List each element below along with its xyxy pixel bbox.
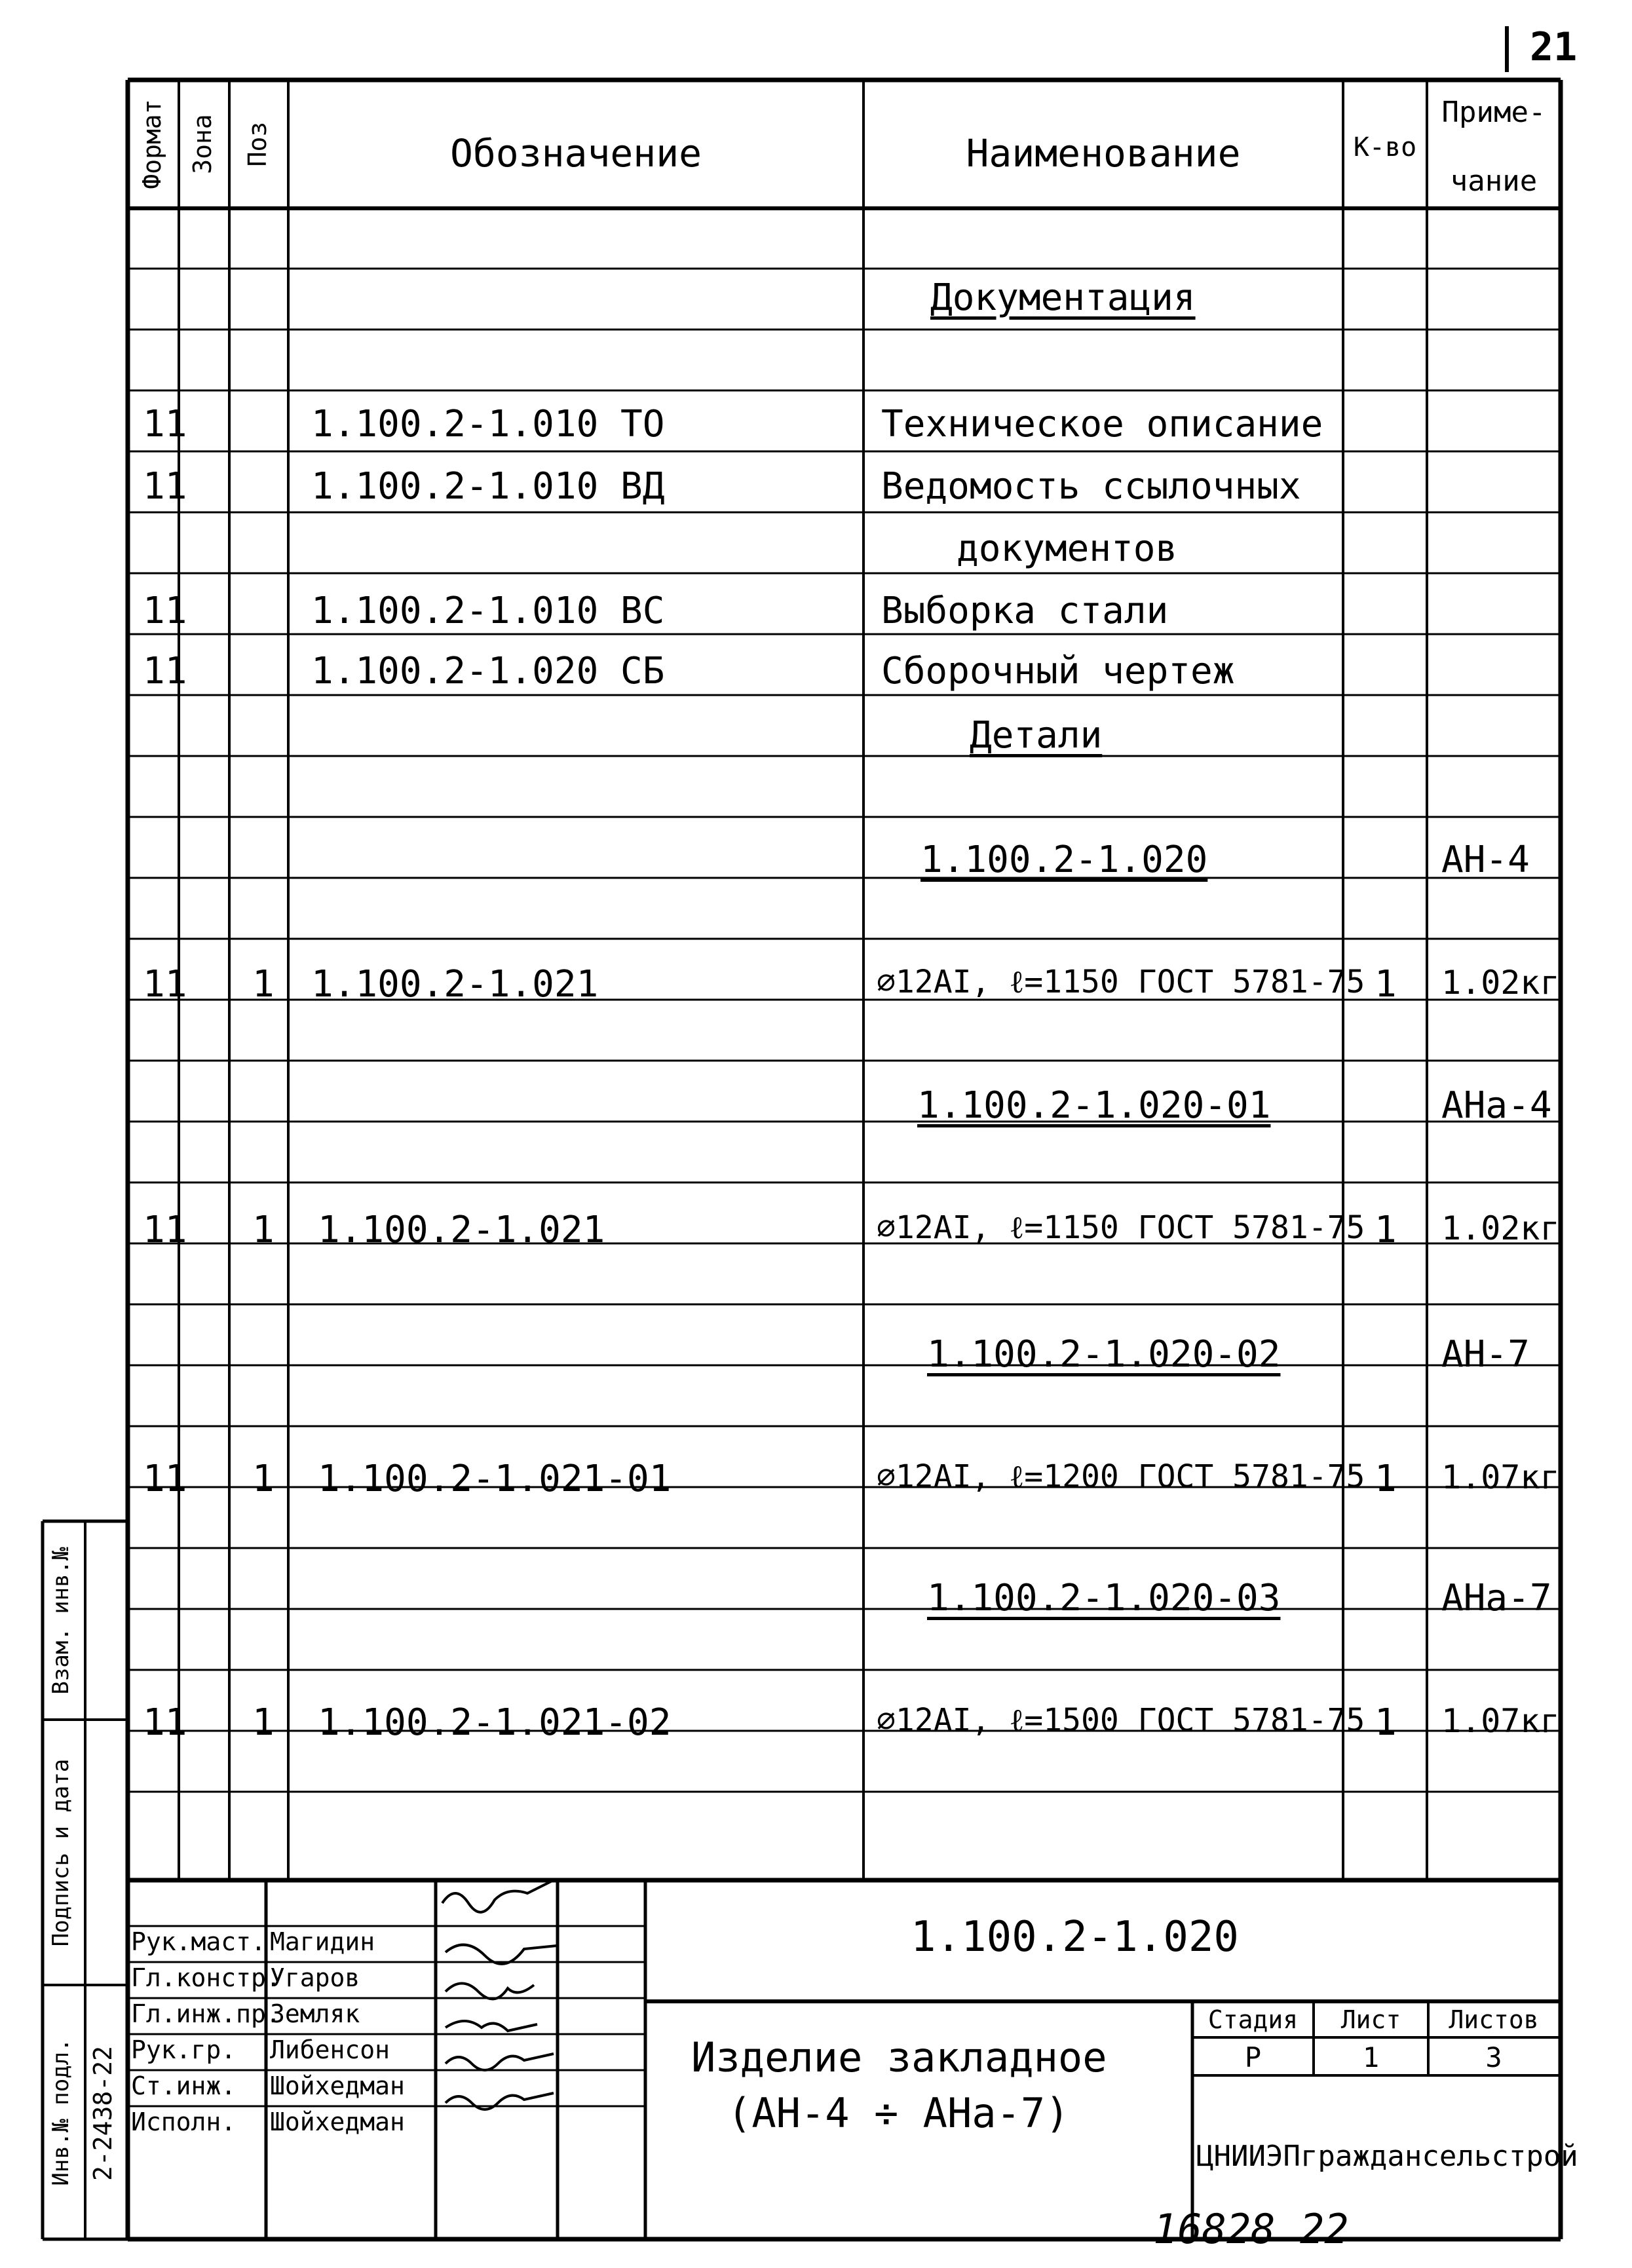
footer-note: 16828 22	[1153, 2205, 1349, 2253]
staff-role: Исполн.	[131, 2107, 237, 2136]
doc-designation: 1.100.2-1.010 ВД	[311, 465, 665, 508]
detail-pos: 1	[252, 1701, 275, 1744]
header-qty: К-во	[1353, 132, 1417, 162]
staff-name: Земляк	[270, 1999, 360, 2028]
stage-value: Р	[1244, 2041, 1262, 2073]
group-mark: АНа-7	[1441, 1577, 1552, 1619]
staff-name: Шойхедман	[270, 2071, 405, 2100]
section-details: Детали	[970, 714, 1103, 757]
stamp-sign-date: Подпись и дата	[48, 1758, 74, 1947]
doc-designation: 1.100.2-1.010 ТО	[311, 403, 665, 445]
staff-role: Рук.маст.	[131, 1927, 266, 1956]
header-zone: Зона	[188, 114, 217, 174]
detail-name: ⌀12АI, ℓ=1150 ГОСТ 5781-75	[877, 964, 1365, 1000]
sheets-label: Листов	[1449, 2005, 1539, 2034]
doc-format: 11	[143, 403, 187, 445]
stage-label: Стадия	[1207, 2005, 1299, 2034]
detail-name: ⌀12АI, ℓ=1200 ГОСТ 5781-75	[877, 1458, 1365, 1495]
sheets-value: 3	[1485, 2041, 1502, 2073]
page-number: 21	[1530, 24, 1578, 70]
title-designation: 1.100.2-1.020	[911, 1913, 1239, 1961]
header-pos: Поз	[243, 121, 272, 167]
doc-format: 11	[143, 590, 187, 632]
section-documentation: Документация	[930, 276, 1196, 319]
detail-pos: 1	[252, 1209, 275, 1251]
detail-designation: 1.100.2-1.021	[318, 1209, 605, 1251]
group-mark: АНа-4	[1441, 1084, 1552, 1127]
staff-role: Гл.констр.	[131, 1963, 281, 1992]
detail-format: 11	[143, 1701, 187, 1744]
group-mark: АН-4	[1441, 839, 1530, 881]
detail-qty: 1	[1375, 1209, 1397, 1251]
detail-name: ⌀12АI, ℓ=1150 ГОСТ 5781-75	[877, 1209, 1365, 1246]
product-marks: (АН-4 ÷ АНа-7)	[727, 2089, 1070, 2137]
doc-designation: 1.100.2-1.010 ВС	[311, 590, 665, 632]
staff-name: Угаров	[270, 1963, 360, 1992]
doc-name: Техническое описание	[881, 403, 1323, 445]
header-designation: Обозначение	[449, 131, 702, 176]
group-title: 1.100.2-1.020-03	[927, 1577, 1281, 1619]
doc-format: 11	[143, 650, 187, 692]
doc-name: Сборочный чертеж	[881, 650, 1235, 692]
organization: ЦНИИЭПграждансельстрой	[1196, 2140, 1578, 2173]
group-title: 1.100.2-1.020-02	[927, 1333, 1281, 1376]
staff-name: Либенсон	[270, 2035, 390, 2064]
doc-name: Выборка стали	[881, 590, 1169, 632]
detail-note: 1.07кг	[1441, 1458, 1560, 1496]
header-format: Формат	[138, 99, 166, 189]
header-note-line1: Приме-	[1441, 96, 1546, 129]
detail-designation: 1.100.2-1.021-02	[318, 1701, 672, 1744]
doc-name: Ведомость ссылочных	[881, 465, 1301, 508]
doc-designation: 1.100.2-1.020 СБ	[311, 650, 665, 692]
detail-name: ⌀12АI, ℓ=1500 ГОСТ 5781-75	[877, 1702, 1365, 1739]
detail-designation: 1.100.2-1.021	[311, 963, 599, 1006]
detail-format: 11	[143, 963, 187, 1006]
sheet-value: 1	[1362, 2041, 1380, 2073]
stamp-inv-subst: Взам. инв.№	[48, 1547, 74, 1695]
detail-qty: 1	[1375, 963, 1397, 1006]
sheet-label: Лист	[1340, 2005, 1401, 2034]
header-note-line2: чание	[1450, 164, 1538, 198]
group-title: 1.100.2-1.020	[920, 839, 1208, 881]
staff-name: Магидин	[270, 1927, 375, 1956]
stamp-inv-orig: Инв.№ подл.	[48, 2038, 74, 2186]
detail-format: 11	[143, 1458, 187, 1500]
detail-qty: 1	[1375, 1701, 1397, 1744]
doc-name: документов	[957, 527, 1178, 570]
staff-role: Ст.инж.	[131, 2071, 237, 2100]
header-name: Наименование	[966, 131, 1241, 176]
product-name: Изделие закладное	[691, 2033, 1107, 2081]
stamp-inv-number: 2-2438-22	[88, 2046, 117, 2181]
detail-note: 1.07кг	[1441, 1702, 1560, 1740]
detail-format: 11	[143, 1209, 187, 1251]
group-title: 1.100.2-1.020-01	[917, 1084, 1271, 1127]
staff-role: Рук.гр.	[131, 2035, 237, 2064]
detail-qty: 1	[1375, 1458, 1397, 1500]
group-mark: АН-7	[1441, 1333, 1530, 1376]
detail-pos: 1	[252, 1458, 275, 1500]
detail-pos: 1	[252, 963, 275, 1006]
detail-designation: 1.100.2-1.021-01	[318, 1458, 672, 1500]
staff-role: Гл.инж.пр.	[131, 1999, 281, 2028]
detail-note: 1.02кг	[1441, 964, 1560, 1002]
detail-note: 1.02кг	[1441, 1209, 1560, 1247]
doc-format: 11	[143, 465, 187, 508]
staff-name: Шойхедман	[270, 2107, 405, 2136]
